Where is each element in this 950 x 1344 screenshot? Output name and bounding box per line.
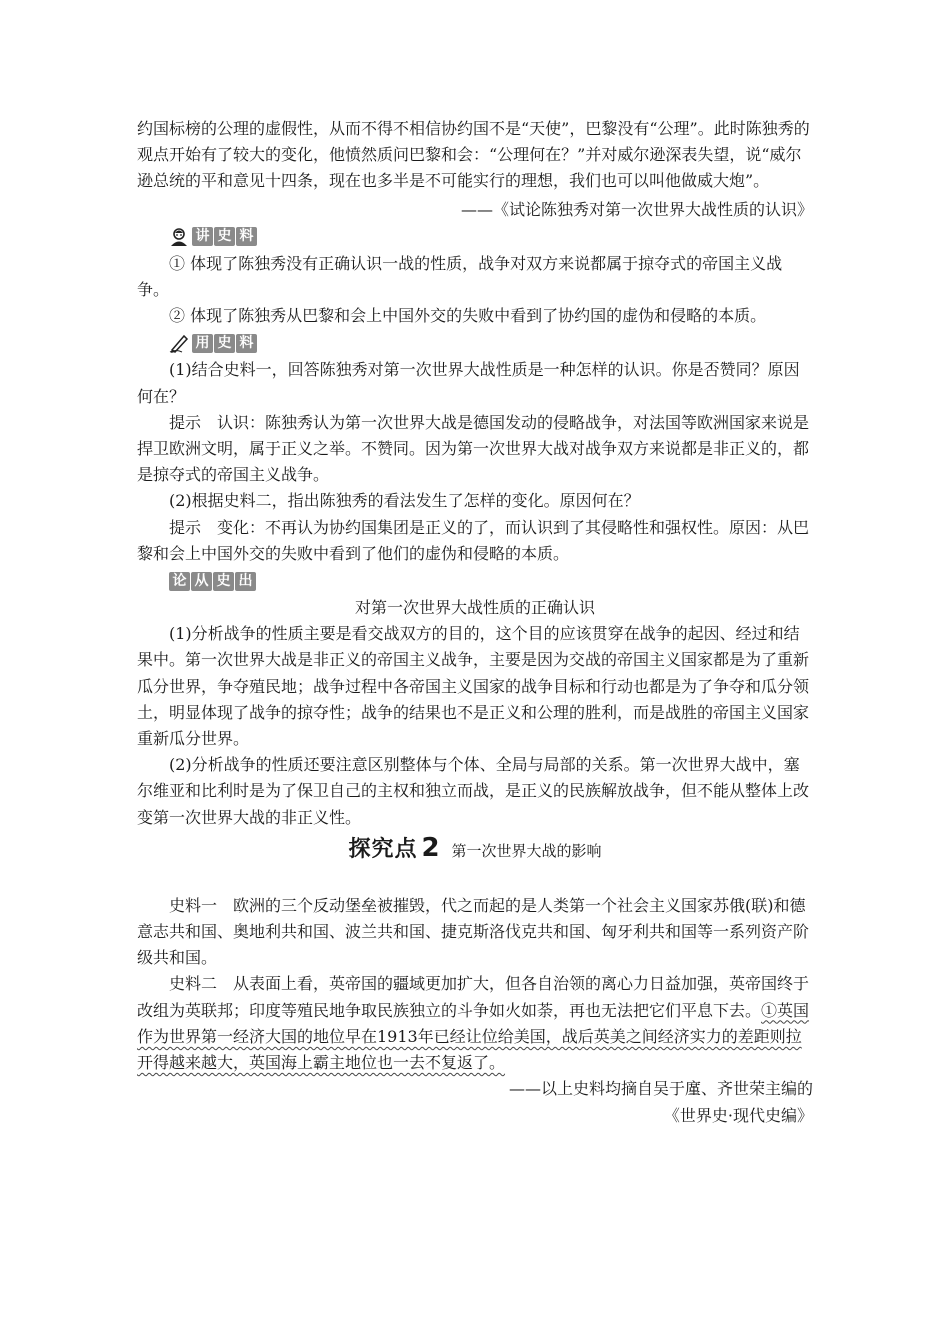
lun-title: 对第一次世界大战性质的正确认识: [354, 598, 595, 618]
lun-cong-shi-chu-badge: [169, 572, 256, 591]
source-material-2-marked: ①英国作为世界第一经济大国的地位早在1913年已经让位给美国，战后英美之间经济实力的差距则拉开得越来越大，英国海上霸主地位也一去不复返了。: [137, 1000, 810, 1073]
jiang-shiliao-badge: [192, 227, 257, 246]
badge-char: 用: [192, 334, 213, 353]
badge-char: 从: [191, 572, 212, 591]
section-2-source-line-1: ——以上史料均摘自吴于廑、齐世荣主编的: [508, 1079, 813, 1099]
source-material-1: 史料一 欧洲的三个反动堡垒被摧毁，代之而起的是人类第一个社会主义国家苏俄(联)和德意志共和国、奥地利共和国、波兰共和国、捷克斯洛伐克共和国、匈牙利共和国等一系列资产阶级共和国。: [137, 895, 810, 968]
question-2: (2)根据史料二，指出陈独秀的看法发生了怎样的变化。原因何在？: [169, 491, 640, 511]
pen-writing-icon: [169, 333, 191, 353]
badge-char: 论: [169, 572, 190, 591]
jiang-shiliao-header: [169, 223, 813, 251]
source-material-2-text: 史料二 从表面上看，英帝国的疆域更加扩大，但各自治领的离心力日益加强，英帝国终于改组为英联邦；印度等殖民地争取民族独立的斗争如火如荼，再也无法把它们平息下去。: [137, 974, 810, 1020]
badge-char: 讲: [192, 227, 213, 246]
section-label: 探究点: [348, 836, 418, 862]
lun-paragraph-2: (2)分析战争的性质还要注意区别整体与个体、全局与局部的关系。第一次世界大战中，塞尔维亚和比利时是为了保卫自己的主权和独立而战，是正义的民族解放战争，但不能从整体上改变第一次世界大战的非正义性。: [137, 755, 810, 827]
yong-shiliao-badge: [192, 334, 257, 353]
badge-char: 料: [236, 227, 257, 246]
section-2-heading: [137, 832, 813, 875]
intro-source: ——《试论陈独秀对第一次世界大战性质的认识》: [460, 199, 813, 219]
badge-char: 史: [214, 334, 235, 353]
jiang-item-2: ② 体现了陈独秀从巴黎和会上中国外交的失败中看到了协约国的虚伪和侵略的本质。: [169, 306, 767, 326]
answer-2: 提示 变化：不再认为协约国集团是正义的了，而认识到了其侵略性和强权性。原因：从巴黎和会上中国外交的失败中看到了他们的虚伪和侵略的本质。: [137, 517, 810, 563]
badge-char: 出: [235, 572, 256, 591]
answer-1: 提示 认识：陈独秀认为第一次世界大战是德国发动的侵略战争，对法国等欧洲国家来说是捍卫欧洲文明，属于正义之举。不赞同。因为第一次世界大战对战争双方来说都是非正义的，都是掠夺式的帝国主义战争。: [137, 412, 810, 485]
lun-cong-shi-chu-header: [169, 567, 813, 595]
section-2-source-line-2: 《世界史·现代史编》: [663, 1105, 813, 1125]
badge-char: 史: [214, 227, 235, 246]
lun-paragraph-1: (1)分析战争的性质主要是看交战双方的目的，这个目的应该贯穿在战争的起因、经过和结果中。第一次世界大战是非正义的帝国主义战争，主要是因为交战的帝国主义国家都是为了重新瓜分世界，争夺殖民地；战争过程中各帝国主义国家的战争目标和行动也都是为了争夺和瓜分领土，明显体现了战争的掠夺性；战争的结果也不是正义和公理的胜利，而是战胜的帝国主义国家重新瓜分世界。: [137, 624, 810, 749]
badge-char: 料: [236, 334, 257, 353]
jiang-item-1: ① 体现了陈独秀没有正确认识一战的性质，战争对双方来说都属于掠夺式的帝国主义战争。: [137, 253, 783, 300]
badge-char: 史: [213, 572, 234, 591]
document-page: [137, 116, 813, 1129]
section-title: 第一次世界大战的影响: [451, 841, 602, 860]
speaker-person-icon: [169, 227, 191, 247]
question-1: (1)结合史料一，回答陈独秀对第一次世界大战性质是一种怎样的认识。你是否赞同？原因何在？: [137, 360, 800, 406]
section-number: 2: [421, 832, 440, 863]
intro-paragraph: 约国标榜的公理的虚假性，从而不得不相信协约国不是“天使”，巴黎没有“公理”。此时陈独秀的观点开始有了较大的变化，他愤然质问巴黎和会：“公理何在？”并对威尔逊深表失望，说“威尔逊总统的平和意见十四条，现在也多半是不可能实行的理想，我们也可以叫他做威大炮”。: [137, 119, 810, 191]
source-material-2: [137, 971, 813, 1076]
yong-shiliao-header: [169, 329, 813, 357]
